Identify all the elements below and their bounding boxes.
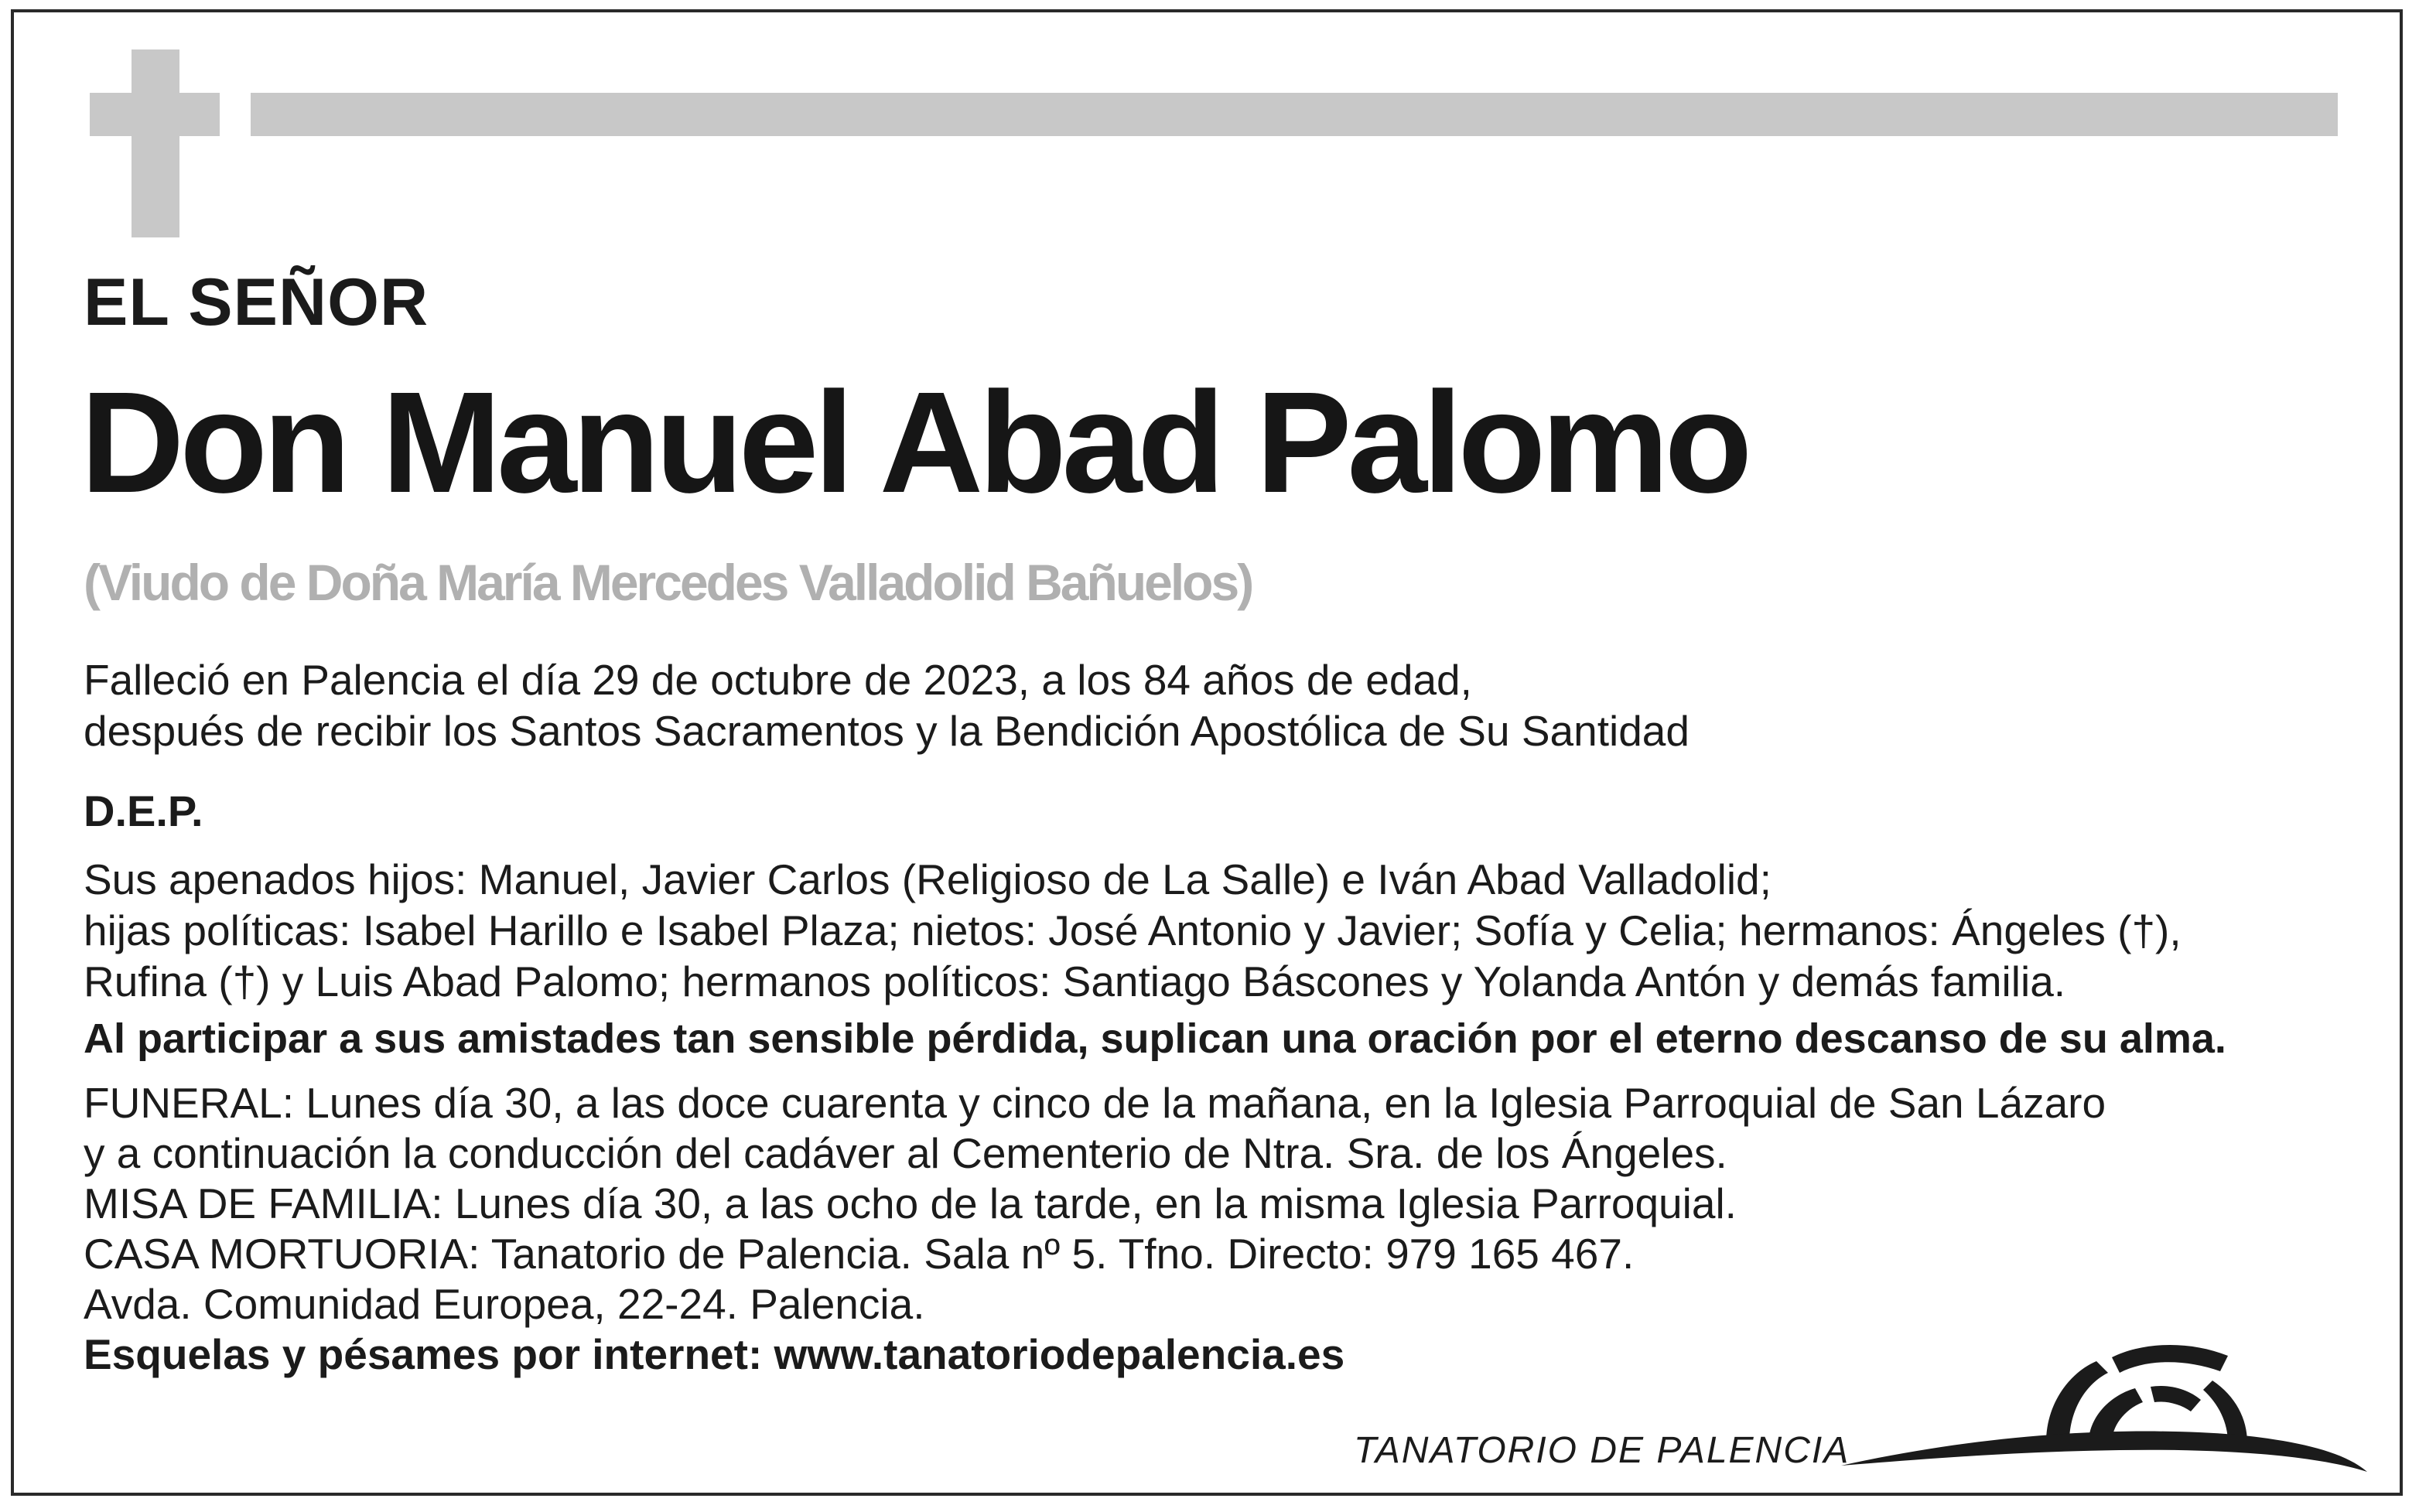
family-line: Rufina (†) y Luis Abad Palomo; hermanos políticos: Santiago Báscones y Yolanda Antón y demás familia. — [84, 957, 2066, 1005]
death-notice-line: Falleció en Palencia el día 29 de octubre de 2023, a los 84 años de edad, — [84, 656, 1472, 704]
widower-subtitle: (Viudo de Doña María Mercedes Valladolid Bañuelos) — [84, 554, 1252, 611]
funeral-line: y a continuación la conducción del cadáver al Cementerio de Ntra. Sra. de los Ángeles. — [84, 1129, 1727, 1177]
dep-label: D.E.P. — [84, 787, 203, 835]
website-line: Esquelas y pésames por internet: www.tanatoriodepalencia.es — [84, 1330, 1345, 1378]
family-line: Sus apenados hijos: Manuel, Javier Carlos (Religioso de La Salle) e Iván Abad Valladolid; — [84, 855, 1772, 903]
cross-icon-horizontal — [90, 93, 220, 136]
death-notice — [84, 654, 1690, 756]
funeral-home-line: CASA MORTUORIA: Tanatorio de Palencia. Sala nº 5. Tfno. Directo: 979 165 467. — [84, 1230, 1635, 1278]
cross-icon-vertical — [132, 49, 179, 237]
funeral-line: FUNERAL: Lunes día 30, a las doce cuarenta y cinco de la mañana, en la Iglesia Parroquial de San Lázaro — [84, 1079, 2106, 1127]
family-list — [84, 854, 2182, 1007]
funeral-home-logo-text: TANATORIO DE PALENCIA — [1354, 1430, 1850, 1471]
family-line: hijas políticas: Isabel Harillo e Isabel Plaza; nietos: José Antonio y Javier; Sofía y Celia; hermanos: Ángeles (†), — [84, 906, 2182, 954]
prayer-appeal: Al participar a sus amistades tan sensible pérdida, suplican una oración por el eterno descanso de su alma. — [84, 1015, 2226, 1062]
header-divider-bar — [251, 93, 2338, 136]
deceased-name: Don Manuel Abad Palomo — [80, 363, 1748, 523]
family-mass-line: MISA DE FAMILIA: Lunes día 30, a las ocho de la tarde, en la misma Iglesia Parroquial. — [84, 1179, 1737, 1227]
address-line: Avda. Comunidad Europea, 22-24. Palencia. — [84, 1280, 925, 1328]
death-notice-line: después de recibir los Santos Sacramentos y la Bendición Apostólica de Su Santidad — [84, 707, 1690, 755]
title-prefix: EL SEÑOR — [84, 265, 429, 340]
